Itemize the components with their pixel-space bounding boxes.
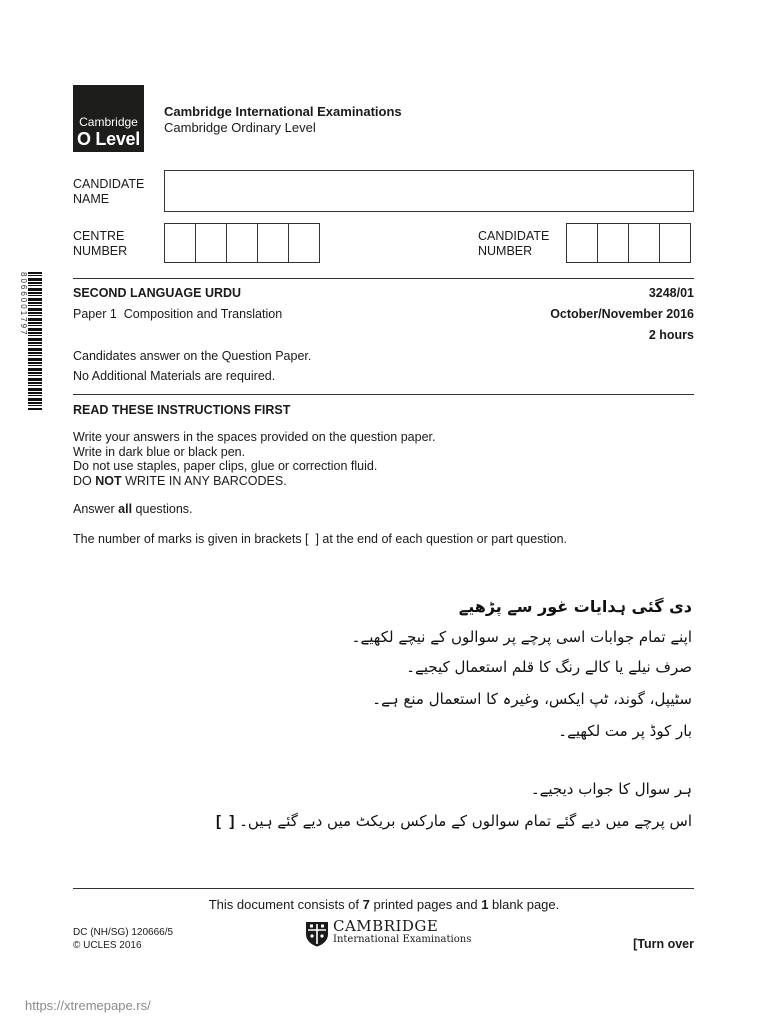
candidate-name-field[interactable] xyxy=(164,170,694,212)
instruction-line: Do not use staples, paper clips, glue or correction fluid. xyxy=(73,459,378,473)
cambridge-crest-icon xyxy=(305,921,329,947)
text-emphasis: NOT xyxy=(95,473,122,488)
centre-number-cell[interactable] xyxy=(257,223,289,263)
text-segment: This document consists of xyxy=(208,897,363,912)
candidate-name-label xyxy=(73,177,144,207)
instruction-line: Write in dark blue or black pen. xyxy=(73,444,246,459)
urdu-instruction-line: بار کوڈ پر مت لکھیے۔ xyxy=(558,722,692,740)
logo-line1: Cambridge xyxy=(79,115,138,129)
centre-number-cell[interactable] xyxy=(195,223,227,263)
instruction-line-barcode xyxy=(73,474,435,489)
cambridge-wordmark-title: CAMBRIDGE xyxy=(333,917,439,935)
document-code-block xyxy=(73,926,173,952)
urdu-marks-note xyxy=(216,812,692,830)
candidate-number-cell[interactable] xyxy=(659,223,691,263)
instruction-line: Write your answers in the spaces provided on the question paper. xyxy=(73,430,436,444)
candidate-number-cell[interactable] xyxy=(566,223,598,263)
centre-number-cell[interactable] xyxy=(226,223,258,263)
candidate-number-label-line1: CANDIDATE xyxy=(478,229,550,243)
text-segment: Answer xyxy=(73,502,119,516)
duration: 2 hours xyxy=(648,328,694,342)
centre-number-cell[interactable] xyxy=(288,223,320,263)
candidate-name-label-line2: NAME xyxy=(73,192,110,206)
urdu-instruction-line: اپنے تمام جوابات اسی پرچے پر سوالوں کے نیچے لکھیے۔ xyxy=(351,628,692,646)
instructions-heading: READ THESE INSTRUCTIONS FIRST xyxy=(73,403,291,417)
text-segment: printed pages and xyxy=(369,897,482,912)
session: October/November 2016 xyxy=(550,307,694,321)
urdu-marks-text: اس پرچے میں دیے گئے تمام سوالوں کے مارکس بریکٹ میں دیے گئے ہیں۔ xyxy=(239,812,692,830)
page-count-note xyxy=(0,897,768,912)
text-segment: WRITE IN ANY BARCODES. xyxy=(121,473,287,488)
candidate-number-cell[interactable] xyxy=(597,223,629,263)
text-segment: DO xyxy=(73,473,96,488)
logo-line2: O Level xyxy=(77,129,140,149)
org-title: Cambridge International Examinations xyxy=(164,104,402,119)
divider xyxy=(73,394,694,395)
level-title: Cambridge Ordinary Level xyxy=(164,120,316,135)
urdu-answer-all: ہر سوال کا جواب دیجیے۔ xyxy=(530,780,692,798)
barcode-number: 8066001797 xyxy=(19,272,28,337)
divider xyxy=(73,888,694,889)
candidate-number-field[interactable] xyxy=(566,223,691,263)
printed-pages-count: 7 xyxy=(362,897,370,912)
materials-note: No Additional Materials are required. xyxy=(73,369,276,383)
candidate-number-label xyxy=(478,229,549,259)
barcode xyxy=(28,272,42,410)
text-emphasis: all xyxy=(118,502,133,516)
candidate-number-label-line2: NUMBER xyxy=(478,244,533,258)
marks-note: The number of marks is given in brackets [ ] at the end of each question or part question. xyxy=(73,532,568,546)
cambridge-o-level-logo xyxy=(73,85,144,152)
centre-number-label-line2: NUMBER xyxy=(73,244,128,258)
copyright: © UCLES 2016 xyxy=(73,940,142,951)
text-segment: questions. xyxy=(132,502,193,516)
subject-title: SECOND LANGUAGE URDU xyxy=(73,286,242,300)
answer-all-line xyxy=(73,502,193,516)
urdu-instruction-line: صرف نیلے یا کالے رنگ کا قلم استعمال کیجیے۔ xyxy=(406,658,692,676)
centre-number-field[interactable] xyxy=(164,223,320,263)
centre-number-label-line1: CENTRE xyxy=(73,229,125,243)
cambridge-wordmark-subtitle: International Examinations xyxy=(333,934,472,945)
centre-number-cell[interactable] xyxy=(164,223,196,263)
divider xyxy=(73,278,694,279)
blank-pages-count: 1 xyxy=(481,897,489,912)
instructions-list xyxy=(73,430,435,488)
text-segment: blank page. xyxy=(488,897,560,912)
urdu-instruction-line: سٹیپل، گوند، ٹپ ایکس، وغیرہ کا استعمال منع ہے۔ xyxy=(372,690,692,708)
centre-number-label xyxy=(73,229,127,259)
candidate-name-label-line1: CANDIDATE xyxy=(73,177,145,191)
urdu-heading: دی گئی ہدایات غور سے پڑھیے xyxy=(458,597,692,616)
cambridge-wordmark xyxy=(333,917,472,946)
answer-on-paper: Candidates answer on the Question Paper. xyxy=(73,349,312,363)
paper-title: Paper 1 Composition and Translation xyxy=(73,307,283,321)
watermark-url[interactable]: https://xtremepape.rs/ xyxy=(25,998,151,1013)
candidate-number-cell[interactable] xyxy=(628,223,660,263)
turn-over: [Turn over xyxy=(633,937,694,951)
paper-code: 3248/01 xyxy=(648,286,694,300)
document-code: DC (NH/SG) 120666/5 xyxy=(73,927,174,938)
urdu-marks-bracket: [ ] xyxy=(216,813,235,830)
